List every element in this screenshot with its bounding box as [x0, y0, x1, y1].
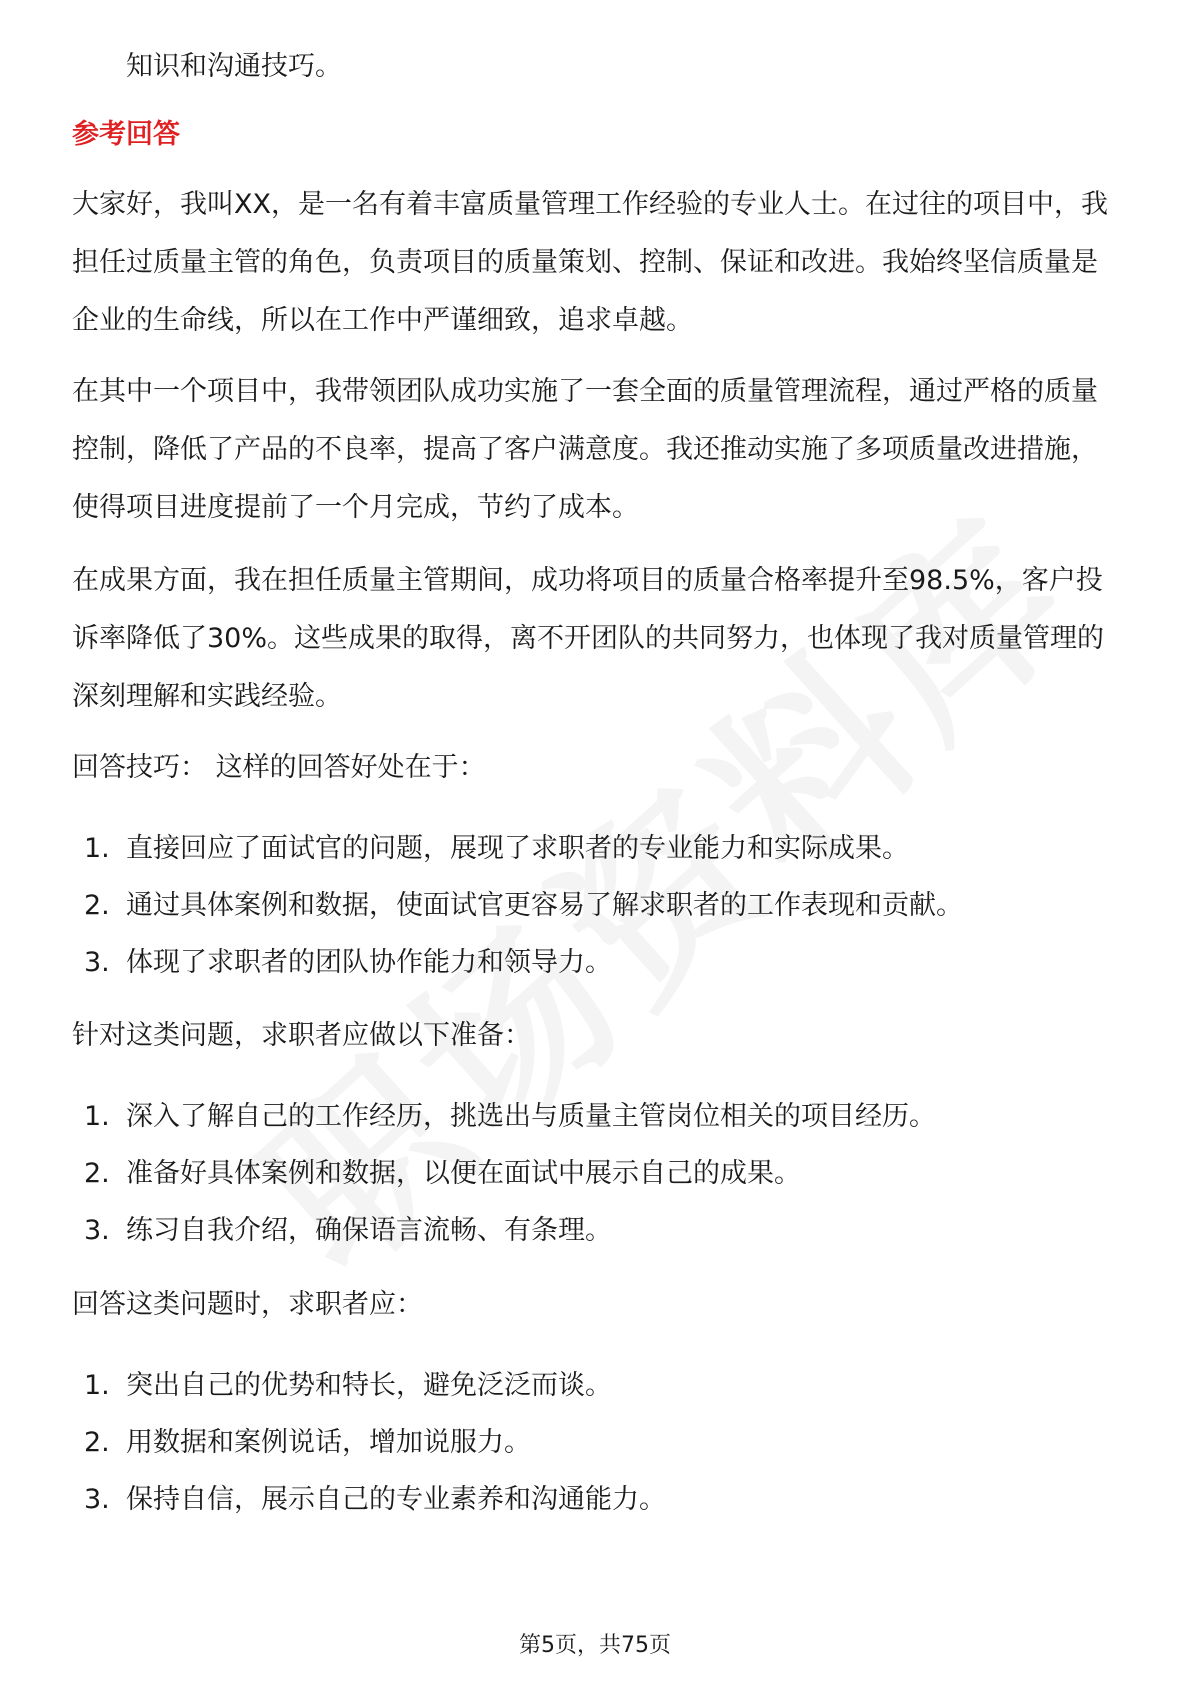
list-item: 1. 突出自己的优势和特长，避免泛泛而谈。	[84, 1370, 612, 1401]
list-item: 3. 练习自我介绍，确保语言流畅、有条理。	[84, 1215, 612, 1246]
reference-answer-heading: 参考回答	[72, 119, 180, 150]
list-item: 1. 深入了解自己的工作经历，挑选出与质量主管岗位相关的项目经历。	[84, 1101, 936, 1132]
answering-intro: 回答这类问题时，求职者应：	[72, 1289, 423, 1320]
tips-intro: 回答技巧： 这样的回答好处在于：	[72, 752, 486, 783]
carryover-line: 知识和沟通技巧。	[126, 51, 342, 82]
answer-paragraph-2: 在其中一个项目中，我带领团队成功实施了一套全面的质量管理流程，通过严格的质量控制，降低了产品的不良率，提高了客户满意度。我还推动实施了多项质量改进措施，使得项目进度提前了一个月完成，节约了成本。	[72, 376, 1098, 523]
answering-list	[84, 1357, 1124, 1528]
tips-list	[84, 820, 1124, 991]
page-number: 第5页，共75页	[519, 1633, 671, 1658]
list-item: 2. 通过具体案例和数据，使面试官更容易了解求职者的工作表现和贡献。	[84, 890, 963, 921]
preparation-list	[84, 1088, 1124, 1259]
list-item: 3. 保持自信，展示自己的专业素养和沟通能力。	[84, 1484, 666, 1515]
list-item: 3. 体现了求职者的团队协作能力和领导力。	[84, 947, 612, 978]
list-item: 2. 用数据和案例说话，增加说服力。	[84, 1427, 531, 1458]
answer-paragraph-1: 大家好，我叫XX，是一名有着丰富质量管理工作经验的专业人士。在过往的项目中，我担任过质量主管的角色，负责项目的质量策划、控制、保证和改进。我始终坚信质量是企业的生命线，所以在工作中严谨细致，追求卓越。	[72, 189, 1108, 336]
answer-paragraph-3: 在成果方面，我在担任质量主管期间，成功将项目的质量合格率提升至98.5%，客户投诉率降低了30%。这些成果的取得，离不开团队的共同努力，也体现了我对质量管理的深刻理解和实践经验。	[72, 565, 1105, 712]
list-item: 1. 直接回应了面试官的问题，展现了求职者的专业能力和实际成果。	[84, 833, 909, 864]
list-item: 2. 准备好具体案例和数据，以便在面试中展示自己的成果。	[84, 1158, 801, 1189]
preparation-intro: 针对这类问题，求职者应做以下准备：	[72, 1020, 531, 1051]
